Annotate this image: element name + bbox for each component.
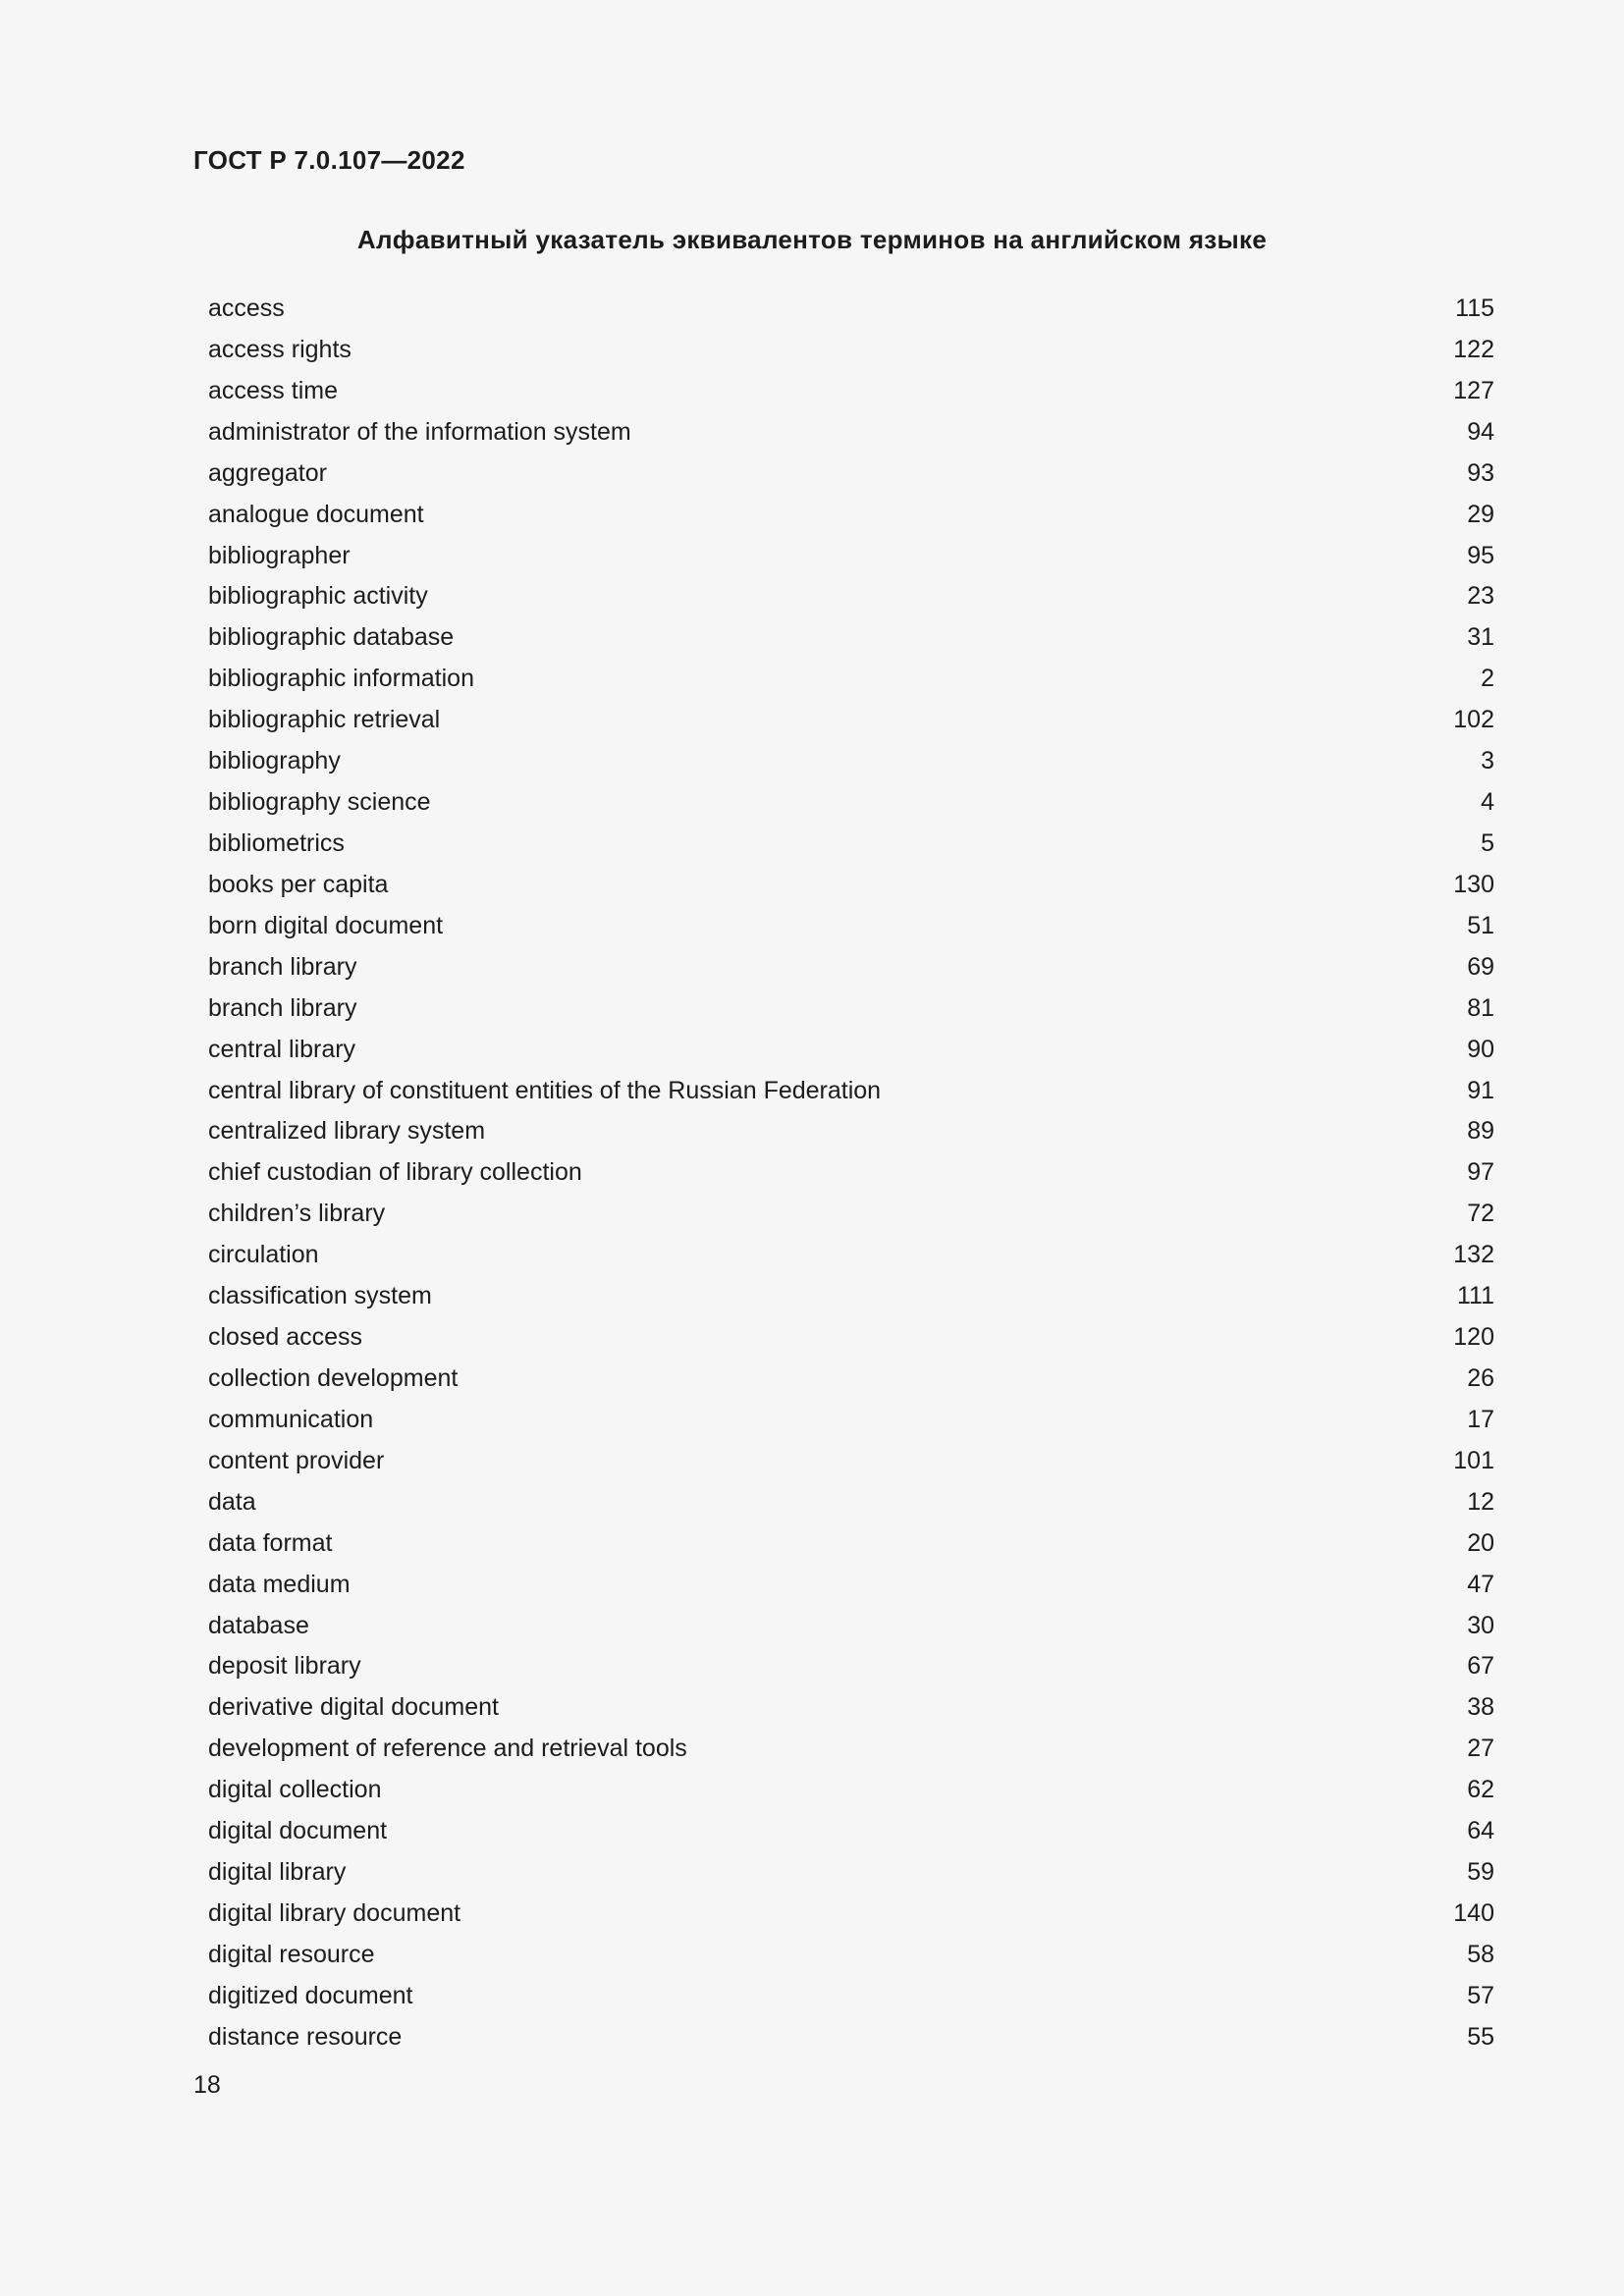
index-term-number: 111 bbox=[1456, 1282, 1494, 1310]
index-entry bbox=[208, 1194, 1494, 1235]
index-term-number: 64 bbox=[1467, 1817, 1494, 1845]
index-term-number: 91 bbox=[1467, 1076, 1494, 1104]
index-term: deposit library bbox=[208, 1652, 361, 1681]
index-entry bbox=[208, 1811, 1494, 1852]
index-entry bbox=[208, 865, 1494, 906]
index-entry bbox=[208, 1400, 1494, 1441]
index-term-number: 20 bbox=[1467, 1528, 1494, 1557]
index-term: access rights bbox=[208, 335, 352, 363]
index-term-number: 27 bbox=[1467, 1735, 1494, 1763]
index-term: development of reference and retrieval tools bbox=[208, 1735, 687, 1763]
index-entry bbox=[208, 1276, 1494, 1317]
index-term-number: 120 bbox=[1453, 1323, 1494, 1352]
index-term-number: 102 bbox=[1453, 706, 1494, 734]
index-term: bibliometrics bbox=[208, 828, 345, 857]
index-term: digital collection bbox=[208, 1776, 382, 1804]
index-term: database bbox=[208, 1611, 309, 1639]
index-term: digital document bbox=[208, 1817, 388, 1845]
index-term-number: 89 bbox=[1467, 1117, 1494, 1146]
index-term-number: 130 bbox=[1453, 870, 1494, 898]
index-term: classification system bbox=[208, 1282, 432, 1310]
index-term: bibliographer bbox=[208, 541, 351, 569]
index-term: children’s library bbox=[208, 1200, 386, 1228]
index-term-number: 51 bbox=[1467, 911, 1494, 939]
index-entry bbox=[208, 1152, 1494, 1194]
document-header: ГОСТ Р 7.0.107—2022 bbox=[193, 145, 465, 175]
index-term: digitized document bbox=[208, 1981, 413, 2009]
index-term-number: 67 bbox=[1467, 1652, 1494, 1681]
index-entry bbox=[208, 947, 1494, 988]
index-entry bbox=[208, 782, 1494, 824]
index-entry bbox=[208, 1030, 1494, 1071]
index-term: chief custodian of library collection bbox=[208, 1158, 582, 1187]
index-term: collection development bbox=[208, 1363, 459, 1392]
index-term: content provider bbox=[208, 1446, 385, 1474]
index-term: aggregator bbox=[208, 458, 327, 487]
index-term-number: 81 bbox=[1467, 993, 1494, 1022]
index-entry bbox=[208, 1071, 1494, 1112]
page-number: 18 bbox=[193, 2071, 221, 2099]
index-term-number: 29 bbox=[1467, 500, 1494, 528]
index-term: circulation bbox=[208, 1241, 319, 1269]
index-term: access bbox=[208, 294, 285, 322]
index-term-number: 90 bbox=[1467, 1035, 1494, 1063]
index-term-number: 95 bbox=[1467, 541, 1494, 569]
index-entry bbox=[208, 1606, 1494, 1647]
index-entry bbox=[208, 1441, 1494, 1482]
index-term-number: 59 bbox=[1467, 1858, 1494, 1887]
index-entry bbox=[208, 1317, 1494, 1359]
index-term-number: 23 bbox=[1467, 582, 1494, 611]
index-term: derivative digital document bbox=[208, 1693, 499, 1722]
index-term: digital resource bbox=[208, 1940, 375, 1968]
index-term: books per capita bbox=[208, 870, 389, 898]
index-term-number: 57 bbox=[1467, 1981, 1494, 2009]
index-entry bbox=[208, 617, 1494, 659]
index-term: bibliography bbox=[208, 747, 341, 775]
index-term-number: 58 bbox=[1467, 1940, 1494, 1968]
index-term: central library of constituent entities of the Russian Federation bbox=[208, 1076, 882, 1104]
index-term: digital library bbox=[208, 1858, 347, 1887]
index-term-number: 93 bbox=[1467, 458, 1494, 487]
index-term: branch library bbox=[208, 952, 357, 981]
index-entry bbox=[208, 536, 1494, 577]
index-entry bbox=[208, 1565, 1494, 1606]
index-entry bbox=[208, 495, 1494, 536]
index-entry bbox=[208, 576, 1494, 617]
index-term-number: 38 bbox=[1467, 1693, 1494, 1722]
index-entry bbox=[208, 1523, 1494, 1565]
index-term: data format bbox=[208, 1528, 333, 1557]
index-term-number: 122 bbox=[1453, 335, 1494, 363]
index-term-number: 55 bbox=[1467, 2022, 1494, 2051]
index-term: analogue document bbox=[208, 500, 424, 528]
index-term: distance resource bbox=[208, 2022, 403, 2051]
index-term: bibliographic database bbox=[208, 623, 455, 652]
index-entry bbox=[208, 659, 1494, 700]
index-term-number: 31 bbox=[1467, 623, 1494, 652]
index-term: centralized library system bbox=[208, 1117, 486, 1146]
index-term: born digital document bbox=[208, 911, 444, 939]
index-term-number: 4 bbox=[1481, 788, 1494, 817]
index-term-number: 127 bbox=[1453, 376, 1494, 404]
index-term-number: 140 bbox=[1453, 1898, 1494, 1927]
index-term: data medium bbox=[208, 1570, 351, 1598]
index-entry bbox=[208, 1770, 1494, 1811]
index-term: bibliographic information bbox=[208, 665, 474, 693]
index-term: data bbox=[208, 1487, 256, 1516]
index-entry bbox=[208, 1935, 1494, 1976]
index-term: branch library bbox=[208, 993, 357, 1022]
page-title: Алфавитный указатель эквивалентов терминов на английском языке bbox=[356, 225, 1268, 254]
index-term: digital library document bbox=[208, 1898, 461, 1927]
index-term-number: 12 bbox=[1467, 1487, 1494, 1516]
index-term-number: 30 bbox=[1467, 1611, 1494, 1639]
index-entry bbox=[208, 454, 1494, 495]
index-entry bbox=[208, 1894, 1494, 1935]
index-entry bbox=[208, 1646, 1494, 1687]
index-entry bbox=[208, 1729, 1494, 1770]
index-term-number: 101 bbox=[1453, 1446, 1494, 1474]
index-term-number: 3 bbox=[1481, 747, 1494, 775]
index-term-number: 69 bbox=[1467, 952, 1494, 981]
index-term: bibliographic activity bbox=[208, 582, 428, 611]
index-term: bibliography science bbox=[208, 788, 431, 817]
index-entry bbox=[208, 741, 1494, 782]
index-term-number: 132 bbox=[1453, 1241, 1494, 1269]
index-entry bbox=[208, 1482, 1494, 1523]
index-entry bbox=[208, 1235, 1494, 1276]
index-entry bbox=[208, 700, 1494, 741]
index-term: access time bbox=[208, 376, 338, 404]
index-term: closed access bbox=[208, 1323, 363, 1352]
index-term-number: 97 bbox=[1467, 1158, 1494, 1187]
index-term-number: 47 bbox=[1467, 1570, 1494, 1598]
index-entry bbox=[208, 1111, 1494, 1152]
index-term: communication bbox=[208, 1405, 374, 1433]
index-entry bbox=[208, 289, 1494, 330]
index-entry bbox=[208, 412, 1494, 454]
index-entry bbox=[208, 1687, 1494, 1729]
index-entry bbox=[208, 2017, 1494, 2058]
index-term-number: 26 bbox=[1467, 1363, 1494, 1392]
index-term: bibliographic retrieval bbox=[208, 706, 441, 734]
index-entry bbox=[208, 330, 1494, 371]
index-entry bbox=[208, 1976, 1494, 2017]
index-entry bbox=[208, 1359, 1494, 1400]
term-index-list bbox=[208, 289, 1494, 2058]
index-entry bbox=[208, 1852, 1494, 1894]
index-term-number: 94 bbox=[1467, 417, 1494, 446]
index-term-number: 5 bbox=[1481, 828, 1494, 857]
index-term-number: 62 bbox=[1467, 1776, 1494, 1804]
index-term-number: 2 bbox=[1481, 665, 1494, 693]
index-term: administrator of the information system bbox=[208, 417, 631, 446]
index-entry bbox=[208, 824, 1494, 865]
index-term-number: 72 bbox=[1467, 1200, 1494, 1228]
index-entry bbox=[208, 988, 1494, 1030]
index-entry bbox=[208, 906, 1494, 947]
index-entry bbox=[208, 371, 1494, 412]
index-term-number: 17 bbox=[1467, 1405, 1494, 1433]
index-term: central library bbox=[208, 1035, 356, 1063]
index-term-number: 115 bbox=[1455, 294, 1494, 322]
